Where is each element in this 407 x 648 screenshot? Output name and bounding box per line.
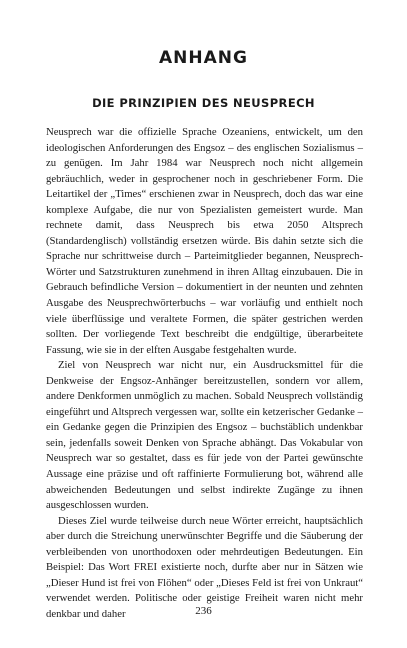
paragraph-2: Ziel von Neusprech war nicht nur, ein Ausdrucksmittel für die Denkweise der Engsoz-Anhänger bereitzustellen, sondern vor allem, andere Denkformen unmöglich zu machen. Sobald Neusprech vollständig eingeführt und Altsprech vergessen war, sollte ein ketzerischer Gedanke – ein Gedanke gegen die Prinzipien des Engsoz – buchstäblich undenkbar sein, jedenfalls soweit Denken von Sprache abhängt. Das Vokabular von Neusprech war so gestaltet, dass es für jede von der Partei gewünschte Aussage eine präzise und oft raffinierte Formulierung bot, während alle abweichenden Bedeutungen und selbst indirekte Zugänge zu ihnen ausgeschlossen wurden.	[46, 359, 363, 512]
page-number: 236	[195, 605, 212, 617]
body-text	[46, 125, 363, 623]
chapter-title: ANHANG	[159, 48, 248, 68]
paragraph-3: Dieses Ziel wurde teilweise durch neue Wörter erreicht, hauptsächlich aber durch die Streichung unerwünschter Begriffe und die Säuberung der verbleibenden von unorthodoxen oder mehrdeutigen Bedeutungen. Ein Beispiel: Das Wort FREI existierte noch, durfte aber nur in Sätzen wie „Dieser Hund ist frei von Flöhen“ oder „Dieses Feld ist frei von Unkraut“ verwendet werden. Politische oder geistige Freiheit waren nicht mehr denkbar und daher	[46, 514, 363, 620]
section-title: DIE PRINZIPIEN DES NEUSPRECH	[92, 96, 315, 110]
paragraph-1: Neusprech war die offizielle Sprache Ozeaniens, entwickelt, um den ideologischen Anforderungen des Engsoz – des englischen Sozialismus – zu genügen. Im Jahr 1984 war Neusprech noch nicht allgemein gebräuchlich, weder in gesprochener noch in geschriebener Form. Die Leitartikel der „Times“ erschienen zwar in Neusprech, doch das war eine komplexe Aufgabe, die nur von Spezialisten gemeistert wurde. Man rechnete damit, dass Neusprech bis etwa 2050 Altsprech (Standardenglisch) vollständig ersetzen würde. Bis dahin setzte sich die Sprache nur schrittweise durch – Parteimitglieder begannen, Neusprech-Wörter und Satzstrukturen zunehmend in ihren Alltag einzubauen. Die in Gebrauch befindliche Version – dokumentiert in der neunten und zehnten Ausgabe des Neusprechwörterbuchs – war vorläufig und enthielt noch viele überflüssige und veraltete Formen, die später gestrichen werden sollten. Der vorliegende Text beschreibt die endgültige, überarbeitete Fassung, wie sie in der elften Ausgabe festgehalten wurde.	[46, 126, 363, 356]
